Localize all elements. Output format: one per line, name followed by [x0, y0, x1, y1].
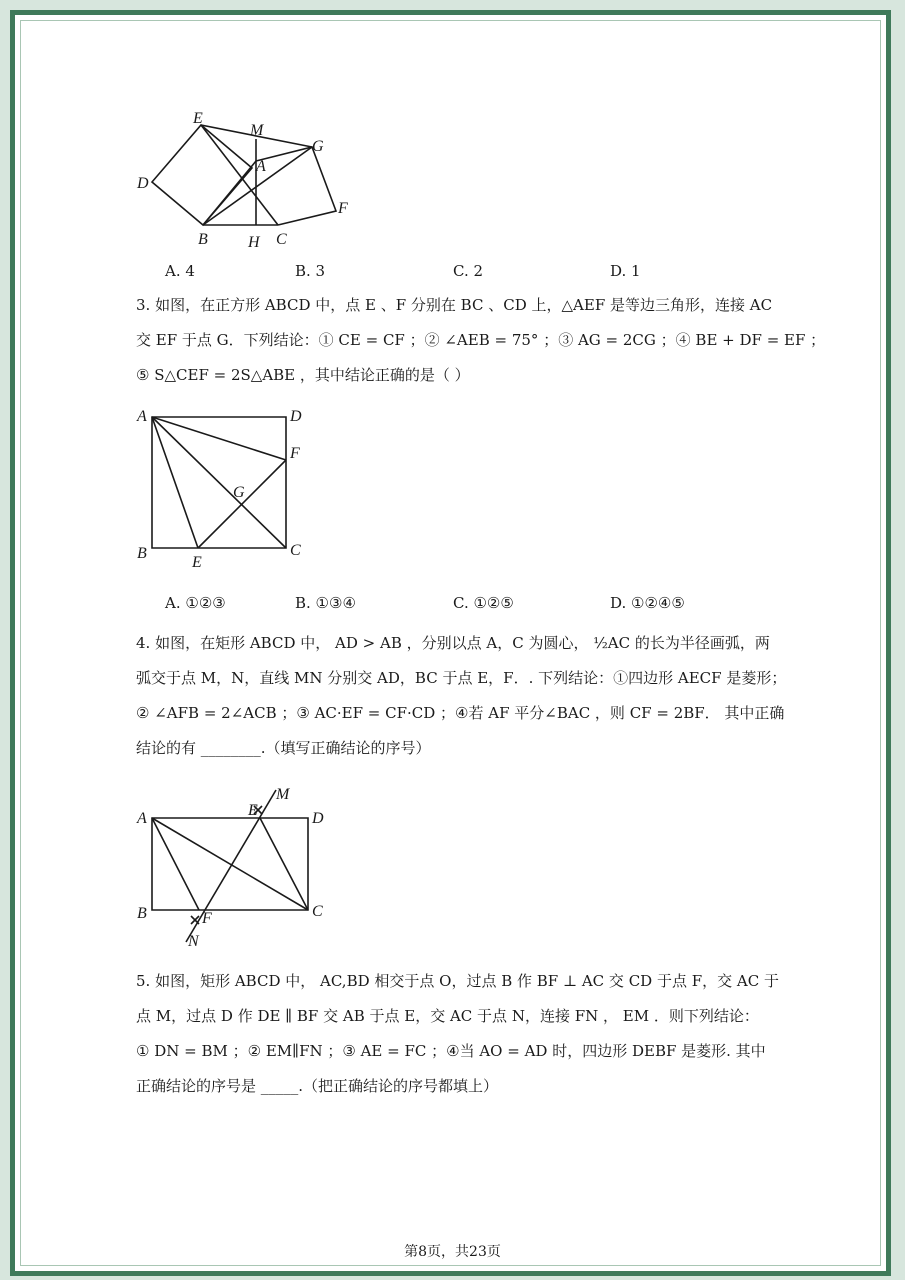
fig1-square-bedc [152, 125, 252, 225]
q5-line-2: 点 M，过点 D 作 DE ∥ BF 交 AB 于点 E，交 AC 于点 N，连接 FN ， EM ．则下列结论： [136, 1007, 759, 1025]
fig3-label-n: N [188, 933, 199, 950]
fig1-label-f: F [338, 200, 348, 217]
q3-line-1: 3. 如图，在正方形 ABCD 中，点 E 、F 分别在 BC 、CD 上，△AEF 是等边三角形，连接 AC [136, 296, 773, 314]
fig2-label-f: F [290, 445, 300, 462]
fig3-label-m: M [276, 786, 290, 803]
fig1-label-g: G [312, 138, 324, 155]
q3-line-2: 交 EF 于点 G．下列结论：① CE = CF ；② ∠AEB = 75° ；③ AG = 2CG ；④ BE + DF = EF ； [136, 331, 826, 349]
fig2-line-ae [152, 417, 198, 548]
q4-line-3: ② ∠AFB = 2∠ACB ；③ AC·EF = CF·CD ；④若 AF 平分∠BAC ，则 CF = 2BF． 其中正确 [136, 704, 785, 722]
q5-line-1: 5. 如图，矩形 ABCD 中， AC,BD 相交于点 O，过点 B 作 BF ⊥ AC 交 CD 于点 F，交 AC 于 [136, 972, 779, 990]
q2-option-c: C. 2 [453, 262, 484, 280]
q5-line-3: ① DN = BM ；② EM∥FN ；③ AE = FC ；④当 AO = AD 时，四边形 DEBF 是菱形. 其中 [136, 1042, 766, 1060]
fig2-label-g: G [233, 484, 245, 501]
fig2-line-af [152, 417, 286, 460]
q3-option-b: B. ①③④ [295, 594, 356, 612]
question-3 [136, 288, 826, 393]
fig2-label-c: C [290, 542, 301, 559]
fig3-label-b: B [137, 905, 147, 922]
fig1-line-ec [201, 125, 278, 225]
fig1-label-b: B [198, 231, 208, 248]
fig1-label-m: M [250, 122, 264, 139]
fig1-label-e: E [193, 110, 203, 127]
fig3-label-e: E [248, 802, 258, 819]
fig1-label-c: C [276, 231, 287, 248]
fig3-label-c: C [312, 903, 323, 920]
q2-option-d: D. 1 [610, 262, 641, 280]
question-5 [136, 964, 779, 1104]
q4-line-4: 结论的有 ________.（填写正确结论的序号） [136, 739, 431, 757]
fig1-label-a: A [256, 158, 266, 175]
q2-option-a: A. 4 [165, 262, 195, 280]
q3-option-a: A. ①②③ [165, 594, 226, 612]
q4-line-2: 弧交于点 M，N，直线 MN 分别交 AD，BC 于点 E，F．. 下列结论：①四边形 AECF 是菱形； [136, 669, 787, 687]
fig1-label-d: D [137, 175, 149, 192]
q3-option-c: C. ①②⑤ [453, 594, 514, 612]
fig2-label-b: B [137, 545, 147, 562]
fig3-label-f: F [202, 910, 212, 927]
fig3-label-d: D [312, 810, 324, 827]
fig3-label-a: A [137, 810, 147, 827]
q3-option-d: D. ①②④⑤ [610, 594, 685, 612]
q3-line-3: ⑤ S△CEF = 2S△ABE ，其中结论正确的是（ ） [136, 366, 470, 384]
fig1-label-h: H [248, 234, 260, 251]
figure-2 [130, 400, 320, 580]
q2-option-b: B. 3 [295, 262, 326, 280]
fig3-line-mn [186, 790, 276, 942]
figure-3 [130, 780, 340, 955]
q4-line-1: 4. 如图，在矩形 ABCD 中， AD > AB ，分别以点 A，C 为圆心， ½AC 的长为半径画弧，两 [136, 634, 770, 652]
q5-line-4: 正确结论的序号是 _____.（把正确结论的序号都填上） [136, 1077, 499, 1095]
fig2-line-ac [152, 417, 286, 548]
figure-1 [130, 105, 360, 255]
fig2-label-e: E [192, 554, 202, 571]
fig2-label-d: D [290, 408, 302, 425]
page-number: 第8页，共23页 [404, 1244, 501, 1260]
question-4 [136, 626, 787, 766]
fig2-label-a: A [137, 408, 147, 425]
